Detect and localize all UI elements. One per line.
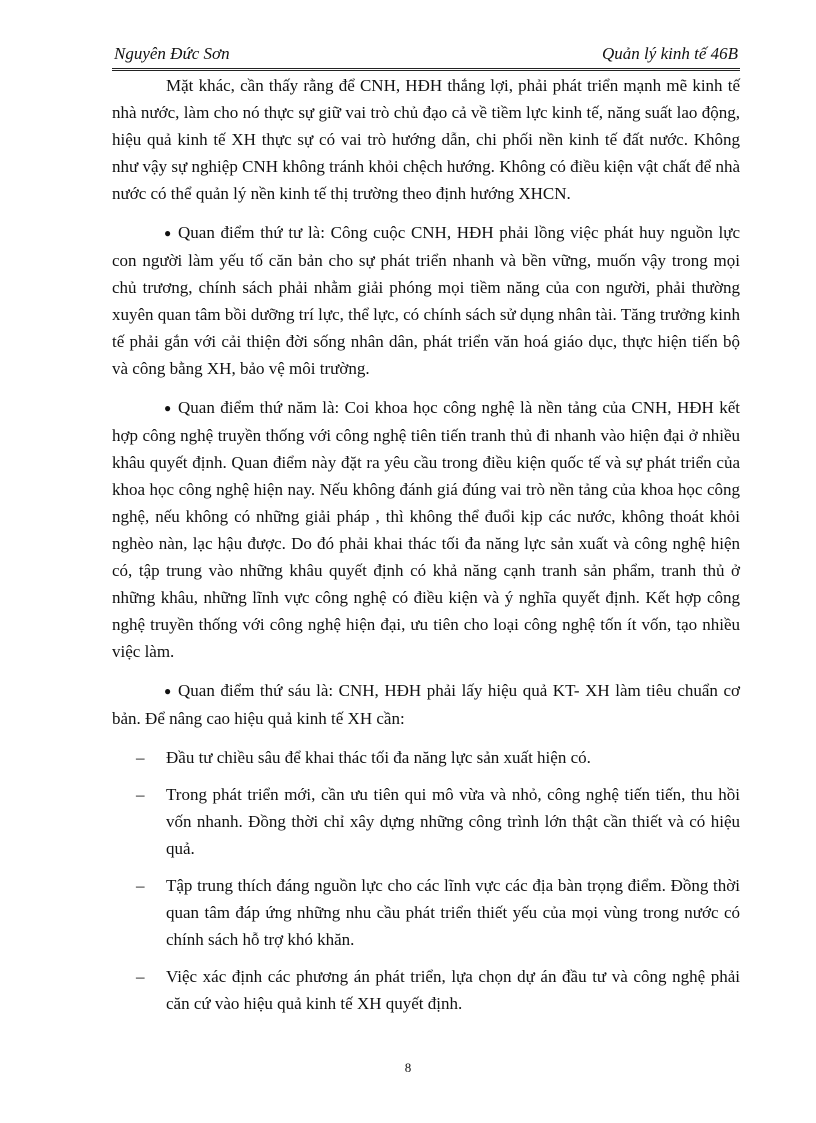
- dash-icon: –: [136, 748, 145, 767]
- page-body: [112, 72, 740, 1027]
- dash-icon: –: [136, 876, 145, 895]
- paragraph-4: [112, 677, 740, 732]
- bullet-icon: ●: [164, 226, 172, 240]
- list-item: [112, 872, 740, 953]
- header-author: Nguyên Đức Sơn: [114, 44, 230, 63]
- paragraph-2-text: Quan điểm thứ tư là: Công cuộc CNH, HĐH phải lồng việc phát huy nguồn lực con người làm yếu tố căn bản cho sự phát triển nhanh và bền vững, muốn vậy trong mọi chủ trương, chính sách phải nhằm giải phóng mọi tiềm năng của con người, phải thường xuyên quan tâm bồi dưỡng trí lực, thể lực, có chính sách sử dụng nhân tài. Tăng trưởng kinh tế phải gắn với cải thiện đời sống nhân dân, phát triển văn hoá giáo dục, thực hiện tiến bộ và công bằng XH, bảo vệ môi trường.: [112, 223, 740, 378]
- page-number: 8: [404, 1060, 412, 1075]
- list-item: [112, 744, 740, 771]
- paragraph-2: [112, 219, 740, 382]
- list-item-text: Việc xác định các phương án phát triển, lựa chọn dự án đầu tư và công nghệ phải căn cứ vào hiệu quả kinh tế XH quyết định.: [166, 967, 740, 1013]
- paragraph-1: Mặt khác, cần thấy rằng để CNH, HĐH thắng lợi, phải phát triển mạnh mẽ kinh tế nhà nước, làm cho nó thực sự giữ vai trò chủ đạo cả về tiềm lực kinh tế, năng suất lao động, hiệu quả kinh tế XH thực sự có vai trò hướng dẫn, chi phối nền kinh tế đất nước. Không như vậy sự nghiệp CNH không tránh khỏi chệch hướng. Không có điều kiện vật chất để nhà nước có thể quản lý nền kinh tế thị trường theo định hướng XHCN.: [112, 76, 740, 203]
- paragraph-4-text: Quan điểm thứ sáu là: CNH, HĐH phải lấy hiệu quả KT- XH làm tiêu chuẩn cơ bản. Để nâng cao hiệu quả kinh tế XH cần:: [112, 681, 740, 728]
- paragraph-3: [112, 394, 740, 665]
- dash-list: [112, 744, 740, 1017]
- list-item: [112, 963, 740, 1017]
- bullet-icon: ●: [164, 401, 172, 415]
- paragraph-3-text: Quan điểm thứ năm là: Coi khoa học công nghệ là nền tảng của CNH, HĐH kết hợp công nghệ truyền thống với công nghệ tiên tiến tranh thủ đi nhanh vào hiện đại ở nhiều khâu quyết định. Quan điểm này đặt ra yêu cầu trong điều kiện quốc tế và sự phát triển của khoa học công nghệ hiện nay. Nếu không đánh giá đúng vai trò nền tảng của khoa học công nghệ, nếu không có những giải pháp , thì không thể đuổi kịp các nước, không thoát khỏi nghèo nàn, lạc hậu được. Do đó phải khai thác tối đa năng lực sản xuất và công nghệ hiện có, tập trung vào những khâu quyết định có khả năng cạnh tranh sản phẩm, tranh thủ ở những khâu, những lĩnh vực công nghệ có điều kiện và ý nghĩa quyết định. Kết hợp công nghệ truyền thống với công nghệ hiện đại, ưu tiên cho loại công nghệ tốn ít vốn, tạo nhiều việc làm.: [112, 398, 740, 661]
- bullet-icon: ●: [164, 684, 172, 698]
- dash-icon: –: [136, 785, 145, 804]
- list-item-text: Đầu tư chiều sâu để khai thác tối đa năng lực sản xuất hiện có.: [166, 748, 591, 767]
- list-item-text: Tập trung thích đáng nguồn lực cho các lĩnh vực các địa bàn trọng điểm. Đồng thời quan tâm đáp ứng những nhu cầu phát triển thiết yếu của mọi vùng trong nước có chính sách hỗ trợ khó khăn.: [166, 876, 740, 949]
- list-item: [112, 781, 740, 862]
- page-header: [112, 40, 740, 71]
- dash-icon: –: [136, 967, 145, 986]
- header-course: Quản lý kinh tế 46B: [602, 44, 738, 63]
- list-item-text: Trong phát triển mới, cần ưu tiên qui mô vừa và nhỏ, công nghệ tiến tiến, thu hồi vốn nhanh. Đồng thời chỉ xây dựng những công trình lớn thật cần thiết và có hiệu quả.: [166, 785, 740, 858]
